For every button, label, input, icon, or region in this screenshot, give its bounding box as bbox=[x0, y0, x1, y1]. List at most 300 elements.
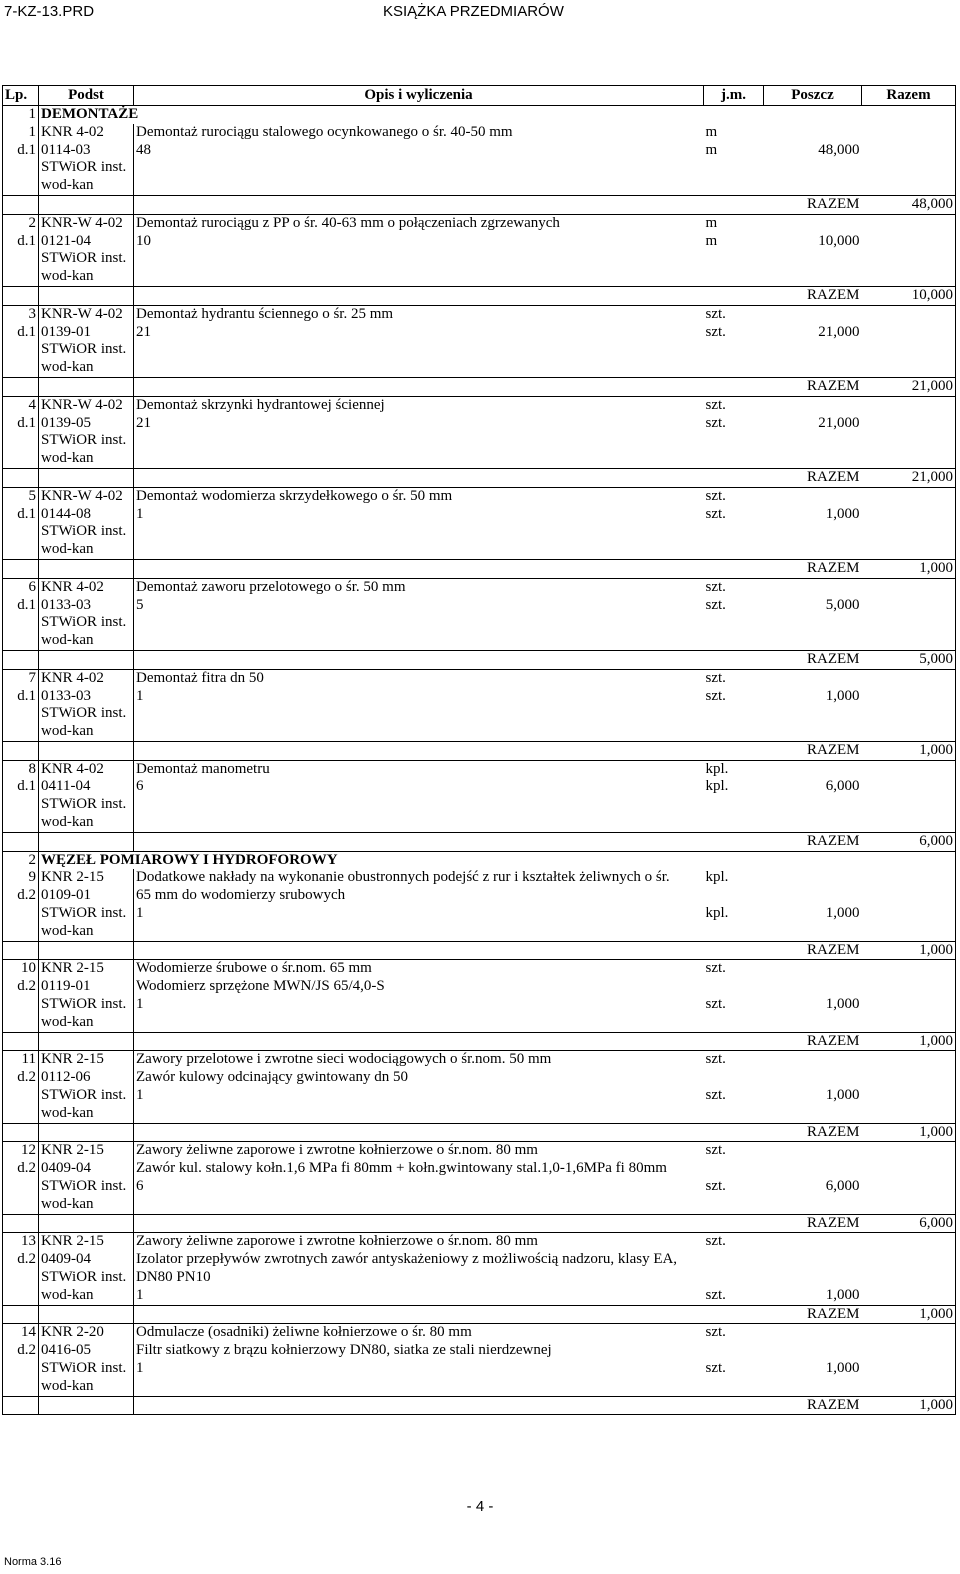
col-header-poszcz: Poszcz bbox=[764, 86, 862, 106]
poszcz-cell bbox=[764, 869, 862, 887]
item-stwior: STWiOR inst. bbox=[39, 705, 134, 723]
item-description: Demontaż manometru bbox=[136, 760, 270, 777]
unit-cell bbox=[704, 359, 764, 377]
desc-cell bbox=[134, 559, 704, 578]
item-unit: kpl. bbox=[705, 869, 729, 886]
item-quantity: 5 bbox=[136, 596, 144, 613]
item-row bbox=[3, 1378, 956, 1396]
item-row bbox=[3, 869, 956, 887]
item-row bbox=[3, 1287, 956, 1305]
item-unit: szt. bbox=[705, 414, 726, 431]
item-unit: szt. bbox=[705, 1359, 726, 1376]
item-row bbox=[3, 814, 956, 832]
desc-cell bbox=[134, 814, 704, 832]
lp-cell bbox=[3, 559, 39, 578]
item-quantity: 1 bbox=[136, 1359, 144, 1376]
lp-cell bbox=[3, 1196, 39, 1214]
podst-cell bbox=[39, 468, 134, 487]
item-trade: wod-kan bbox=[39, 268, 134, 286]
item-row bbox=[3, 415, 956, 433]
unit-cell bbox=[704, 450, 764, 468]
poszcz-cell bbox=[764, 1069, 862, 1087]
item-description: Zawory żeliwne zaporowe i zwrotne kołnierzowe o śr.nom. 80 mm bbox=[136, 1233, 538, 1250]
item-total-row bbox=[3, 468, 956, 487]
item-poszcz: 6,000 bbox=[825, 1178, 860, 1195]
item-unit: szt. bbox=[705, 596, 726, 613]
item-row bbox=[3, 669, 956, 687]
desc-cell bbox=[134, 741, 704, 760]
lp-cell bbox=[3, 1305, 39, 1324]
item-lp: 5 bbox=[3, 487, 39, 505]
item-lp: 7 bbox=[3, 669, 39, 687]
item-total-row bbox=[3, 741, 956, 760]
desc-cell bbox=[134, 268, 704, 286]
poszcz-cell bbox=[764, 1196, 862, 1214]
razem-label: RAZEM bbox=[764, 377, 862, 396]
desc-cell bbox=[134, 705, 704, 723]
item-trade: wod-kan bbox=[39, 632, 134, 650]
razem-cell bbox=[862, 1324, 956, 1342]
item-stwior: STWiOR inst. bbox=[39, 1360, 134, 1378]
poszcz-cell bbox=[764, 723, 862, 741]
item-row bbox=[3, 996, 956, 1014]
lp-cell bbox=[3, 996, 39, 1014]
poszcz-cell bbox=[764, 1251, 862, 1269]
poszcz-cell bbox=[764, 523, 862, 541]
poszcz-cell bbox=[764, 396, 862, 414]
lp-cell bbox=[3, 1378, 39, 1396]
desc-cell bbox=[134, 341, 704, 359]
item-row bbox=[3, 142, 956, 160]
item-total-row bbox=[3, 1214, 956, 1233]
razem-cell bbox=[862, 1378, 956, 1396]
lp-cell bbox=[3, 1269, 39, 1287]
item-section-ref: d.1 bbox=[3, 506, 39, 524]
item-quantity: 1 bbox=[136, 905, 144, 922]
lp-cell bbox=[3, 195, 39, 214]
poszcz-cell bbox=[764, 450, 862, 468]
item-table-ref: 0112-06 bbox=[39, 1069, 134, 1087]
item-quantity: 1 bbox=[136, 687, 144, 704]
item-description: Zawory przelotowe i zwrotne sieci wodociągowych o śr.nom. 50 mm bbox=[136, 1051, 552, 1068]
razem-cell bbox=[862, 177, 956, 195]
unit-cell bbox=[704, 1123, 764, 1142]
razem-cell bbox=[862, 487, 956, 505]
item-trade: wod-kan bbox=[39, 723, 134, 741]
lp-cell bbox=[3, 1014, 39, 1032]
item-trade: wod-kan bbox=[39, 1378, 134, 1396]
podst-cell bbox=[39, 832, 134, 851]
item-razem: 1,000 bbox=[862, 941, 956, 960]
razem-cell bbox=[862, 523, 956, 541]
poszcz-cell bbox=[764, 1051, 862, 1069]
unit-cell bbox=[704, 1214, 764, 1233]
item-row bbox=[3, 778, 956, 796]
page-header bbox=[0, 0, 960, 26]
desc-cell bbox=[134, 723, 704, 741]
item-stwior: STWiOR inst. bbox=[39, 905, 134, 923]
unit-cell bbox=[704, 1105, 764, 1123]
item-unit: szt. bbox=[705, 669, 726, 686]
unit-cell bbox=[704, 432, 764, 450]
page-number: - 4 - bbox=[466, 1498, 494, 1515]
item-row bbox=[3, 614, 956, 632]
item-unit: kpl. bbox=[705, 778, 729, 795]
section-number: 2 bbox=[3, 851, 39, 869]
item-stwior: STWiOR inst. bbox=[39, 341, 134, 359]
item-quantity: 48 bbox=[136, 141, 151, 158]
unit-cell bbox=[704, 1251, 764, 1269]
item-description: Izolator przepływów zwrotnych zawór antyskażeniowy z możliwością nadzoru, klasy EA, bbox=[136, 1251, 678, 1268]
poszcz-cell bbox=[764, 814, 862, 832]
item-trade: wod-kan bbox=[39, 450, 134, 468]
item-catalog-code: KNR 4-02 bbox=[39, 124, 134, 142]
item-table-ref: 0109-01 bbox=[39, 887, 134, 905]
item-row bbox=[3, 978, 956, 996]
razem-cell bbox=[862, 705, 956, 723]
unit-cell bbox=[704, 468, 764, 487]
section-row bbox=[3, 851, 956, 869]
lp-cell bbox=[3, 614, 39, 632]
podst-cell bbox=[39, 1032, 134, 1051]
item-catalog-code: KNR 2-15 bbox=[39, 1233, 134, 1251]
lp-cell bbox=[3, 1360, 39, 1378]
poszcz-cell bbox=[764, 614, 862, 632]
razem-cell bbox=[862, 760, 956, 778]
item-poszcz: 21,000 bbox=[818, 323, 860, 340]
razem-cell bbox=[862, 796, 956, 814]
desc-cell bbox=[134, 468, 704, 487]
lp-cell bbox=[3, 941, 39, 960]
item-row bbox=[3, 723, 956, 741]
item-section-ref: d.1 bbox=[3, 415, 39, 433]
poszcz-cell bbox=[764, 341, 862, 359]
item-table-ref: 0119-01 bbox=[39, 978, 134, 996]
item-description: Demontaż wodomierza skrzydełkowego o śr. 50 mm bbox=[136, 487, 453, 504]
item-lp: 3 bbox=[3, 305, 39, 323]
razem-cell bbox=[862, 723, 956, 741]
lp-cell bbox=[3, 341, 39, 359]
item-trade: wod-kan bbox=[39, 814, 134, 832]
unit-cell bbox=[704, 650, 764, 669]
table-header-row bbox=[3, 86, 956, 106]
item-poszcz: 1,000 bbox=[825, 905, 860, 922]
unit-cell bbox=[704, 250, 764, 268]
item-poszcz: 1,000 bbox=[825, 996, 860, 1013]
section-title: WĘZEŁ POMIAROWY I HYDROFOROWY bbox=[39, 851, 956, 869]
item-table-ref: 0144-08 bbox=[39, 506, 134, 524]
unit-cell bbox=[704, 559, 764, 578]
item-razem: 1,000 bbox=[862, 1305, 956, 1324]
item-poszcz: 21,000 bbox=[818, 414, 860, 431]
item-quantity: 10 bbox=[136, 232, 151, 249]
razem-cell bbox=[862, 268, 956, 286]
poszcz-cell bbox=[764, 796, 862, 814]
item-table-ref: 0133-03 bbox=[39, 688, 134, 706]
razem-cell bbox=[862, 250, 956, 268]
poszcz-cell bbox=[764, 923, 862, 941]
unit-cell bbox=[704, 941, 764, 960]
razem-cell bbox=[862, 669, 956, 687]
lp-cell bbox=[3, 1087, 39, 1105]
unit-cell bbox=[704, 887, 764, 905]
unit-cell bbox=[704, 796, 764, 814]
lp-cell bbox=[3, 923, 39, 941]
desc-cell bbox=[134, 1032, 704, 1051]
razem-cell bbox=[862, 1360, 956, 1378]
poszcz-cell bbox=[764, 250, 862, 268]
item-quantity: 1 bbox=[134, 1287, 704, 1305]
razem-label: RAZEM bbox=[764, 1123, 862, 1142]
lp-cell bbox=[3, 650, 39, 669]
item-row bbox=[3, 450, 956, 468]
item-poszcz: 48,000 bbox=[818, 141, 860, 158]
item-unit: kpl. bbox=[705, 760, 729, 777]
item-section-ref: d.1 bbox=[3, 142, 39, 160]
item-catalog-code: KNR 4-02 bbox=[39, 760, 134, 778]
podst-cell bbox=[39, 377, 134, 396]
item-catalog-code: KNR 2-15 bbox=[39, 1142, 134, 1160]
unit-cell bbox=[704, 978, 764, 996]
item-unit: m bbox=[705, 214, 718, 231]
razem-cell bbox=[862, 159, 956, 177]
item-stwior: STWiOR inst. bbox=[39, 1269, 134, 1287]
razem-cell bbox=[862, 1142, 956, 1160]
item-razem: 1,000 bbox=[862, 1396, 956, 1415]
item-description: Dodatkowe nakłady na wykonanie obustronnych podejść z rur i kształtek żeliwnych o śr. bbox=[136, 869, 670, 886]
item-poszcz: 1,000 bbox=[825, 1087, 860, 1104]
item-row bbox=[3, 541, 956, 559]
razem-cell bbox=[862, 887, 956, 905]
item-description: Demontaż rurociągu stalowego ocynkowanego o śr. 40-50 mm bbox=[136, 123, 513, 140]
unit-cell bbox=[704, 1032, 764, 1051]
item-row bbox=[3, 1196, 956, 1214]
item-table-ref: 0121-04 bbox=[39, 233, 134, 251]
lp-cell bbox=[3, 468, 39, 487]
desc-cell bbox=[134, 1305, 704, 1324]
item-row bbox=[3, 705, 956, 723]
razem-cell bbox=[862, 1233, 956, 1251]
item-table-ref: 0133-03 bbox=[39, 597, 134, 615]
lp-cell bbox=[3, 723, 39, 741]
lp-cell bbox=[3, 1123, 39, 1142]
item-row bbox=[3, 887, 956, 905]
item-lp: 8 bbox=[3, 760, 39, 778]
item-unit: szt. bbox=[705, 487, 726, 504]
item-section-ref: d.2 bbox=[3, 1160, 39, 1178]
item-row bbox=[3, 1069, 956, 1087]
poszcz-cell bbox=[764, 1142, 862, 1160]
item-section-ref: d.1 bbox=[3, 233, 39, 251]
item-lp: 6 bbox=[3, 578, 39, 596]
item-lp: 13 bbox=[3, 1233, 39, 1251]
item-row bbox=[3, 506, 956, 524]
item-section-ref: d.1 bbox=[3, 778, 39, 796]
poszcz-cell bbox=[764, 1269, 862, 1287]
item-unit: szt. bbox=[705, 1233, 726, 1250]
item-catalog-code: KNR 4-02 bbox=[39, 578, 134, 596]
item-unit: szt. bbox=[705, 1142, 726, 1159]
item-unit: kpl. bbox=[705, 905, 729, 922]
lp-cell bbox=[3, 1032, 39, 1051]
item-row bbox=[3, 1360, 956, 1378]
item-lp: 10 bbox=[3, 960, 39, 978]
item-razem: 1,000 bbox=[862, 559, 956, 578]
item-section-ref: d.1 bbox=[3, 324, 39, 342]
item-total-row bbox=[3, 1123, 956, 1142]
item-description: Filtr siatkowy z brązu kołnierzowy DN80, siatka ze stali nierdzewnej bbox=[136, 1342, 552, 1359]
desc-cell bbox=[134, 941, 704, 960]
lp-cell bbox=[3, 1287, 39, 1305]
razem-cell bbox=[862, 578, 956, 596]
item-description: Demontaż hydrantu ściennego o śr. 25 mm bbox=[136, 305, 394, 322]
item-description: Wodomierze śrubowe o śr.nom. 65 mm bbox=[136, 960, 372, 977]
razem-cell bbox=[862, 1014, 956, 1032]
item-trade: wod-kan bbox=[39, 1287, 134, 1305]
desc-cell bbox=[134, 450, 704, 468]
estimate-table bbox=[2, 85, 956, 1415]
desc-cell bbox=[134, 432, 704, 450]
lp-cell bbox=[3, 741, 39, 760]
poszcz-cell bbox=[764, 214, 862, 232]
item-unit: szt. bbox=[705, 323, 726, 340]
razem-label: RAZEM bbox=[764, 1396, 862, 1415]
section-number: 1 bbox=[3, 106, 39, 124]
razem-cell bbox=[862, 688, 956, 706]
item-catalog-code: KNR 4-02 bbox=[39, 669, 134, 687]
item-row bbox=[3, 905, 956, 923]
razem-label: RAZEM bbox=[764, 1305, 862, 1324]
item-unit: m bbox=[705, 123, 718, 140]
desc-cell bbox=[134, 1105, 704, 1123]
razem-label: RAZEM bbox=[764, 832, 862, 851]
item-unit: szt. bbox=[705, 578, 726, 595]
unit-cell bbox=[704, 632, 764, 650]
item-description: Zawory żeliwne zaporowe i zwrotne kołnierzowe o śr.nom. 80 mm bbox=[136, 1142, 538, 1159]
poszcz-cell bbox=[764, 960, 862, 978]
razem-cell bbox=[862, 1178, 956, 1196]
unit-cell bbox=[704, 1014, 764, 1032]
item-stwior: STWiOR inst. bbox=[39, 250, 134, 268]
item-section-ref: d.2 bbox=[3, 1251, 39, 1269]
razem-cell bbox=[862, 450, 956, 468]
lp-cell bbox=[3, 450, 39, 468]
item-catalog-code: KNR 2-15 bbox=[39, 869, 134, 887]
col-header-razem: Razem bbox=[862, 86, 956, 106]
item-table-ref: 0139-01 bbox=[39, 324, 134, 342]
item-trade: wod-kan bbox=[39, 177, 134, 195]
item-total-row bbox=[3, 1032, 956, 1051]
item-unit: m bbox=[705, 141, 718, 158]
razem-cell bbox=[862, 1087, 956, 1105]
item-trade: wod-kan bbox=[39, 541, 134, 559]
unit-cell bbox=[704, 923, 764, 941]
poszcz-cell bbox=[764, 177, 862, 195]
desc-cell bbox=[134, 377, 704, 396]
item-row bbox=[3, 1342, 956, 1360]
razem-cell bbox=[862, 978, 956, 996]
unit-cell bbox=[704, 1396, 764, 1415]
desc-cell bbox=[134, 177, 704, 195]
item-row bbox=[3, 578, 956, 596]
razem-cell bbox=[862, 432, 956, 450]
item-catalog-code: KNR-W 4-02 bbox=[39, 487, 134, 505]
desc-cell bbox=[134, 1123, 704, 1142]
document-title: KSIĄŻKA PRZEDMIARÓW bbox=[383, 3, 564, 20]
poszcz-cell bbox=[764, 159, 862, 177]
unit-cell bbox=[704, 268, 764, 286]
lp-cell bbox=[3, 632, 39, 650]
razem-cell bbox=[862, 923, 956, 941]
item-row bbox=[3, 305, 956, 323]
item-quantity: 1 bbox=[136, 505, 144, 522]
razem-cell bbox=[862, 996, 956, 1014]
item-unit: szt. bbox=[705, 505, 726, 522]
podst-cell bbox=[39, 1214, 134, 1233]
item-unit: szt. bbox=[705, 1178, 726, 1195]
item-row bbox=[3, 268, 956, 286]
item-unit: m bbox=[705, 232, 718, 249]
lp-cell bbox=[3, 359, 39, 377]
podst-cell bbox=[39, 195, 134, 214]
desc-cell bbox=[134, 523, 704, 541]
item-row bbox=[3, 1087, 956, 1105]
podst-cell bbox=[39, 650, 134, 669]
desc-cell bbox=[134, 796, 704, 814]
desc-cell bbox=[134, 250, 704, 268]
poszcz-cell bbox=[764, 1160, 862, 1178]
item-unit: szt. bbox=[705, 960, 726, 977]
item-table-ref: 0409-04 bbox=[39, 1160, 134, 1178]
item-description: Demontaż zaworu przelotowego o śr. 50 mm bbox=[136, 578, 406, 595]
razem-label: RAZEM bbox=[764, 941, 862, 960]
item-table-ref: 0411-04 bbox=[39, 778, 134, 796]
item-razem: 1,000 bbox=[862, 741, 956, 760]
poszcz-cell bbox=[764, 487, 862, 505]
item-total-row bbox=[3, 559, 956, 578]
razem-label: RAZEM bbox=[764, 468, 862, 487]
razem-cell bbox=[862, 632, 956, 650]
item-razem: 48,000 bbox=[862, 195, 956, 214]
unit-cell bbox=[704, 1196, 764, 1214]
item-table-ref: 0114-03 bbox=[39, 142, 134, 160]
razem-label: RAZEM bbox=[764, 1032, 862, 1051]
razem-label: RAZEM bbox=[764, 195, 862, 214]
item-stwior: STWiOR inst. bbox=[39, 996, 134, 1014]
item-quantity: 6 bbox=[136, 1178, 144, 1195]
unit-cell bbox=[704, 705, 764, 723]
razem-cell bbox=[862, 1251, 956, 1269]
item-poszcz: 1,000 bbox=[764, 1287, 862, 1305]
razem-label: RAZEM bbox=[764, 1214, 862, 1233]
lp-cell bbox=[3, 705, 39, 723]
unit-cell bbox=[704, 341, 764, 359]
unit-cell bbox=[704, 1342, 764, 1360]
item-poszcz: 1,000 bbox=[825, 505, 860, 522]
item-quantity: 1 bbox=[136, 996, 144, 1013]
item-row bbox=[3, 1251, 956, 1269]
item-total-row bbox=[3, 195, 956, 214]
lp-cell bbox=[3, 432, 39, 450]
item-row bbox=[3, 233, 956, 251]
desc-cell bbox=[134, 541, 704, 559]
item-trade: wod-kan bbox=[39, 1105, 134, 1123]
section-title: DEMONTAŻE bbox=[39, 106, 956, 124]
razem-cell bbox=[862, 396, 956, 414]
podst-cell bbox=[39, 1123, 134, 1142]
razem-cell bbox=[862, 324, 956, 342]
item-quantity: 1 bbox=[136, 1087, 144, 1104]
